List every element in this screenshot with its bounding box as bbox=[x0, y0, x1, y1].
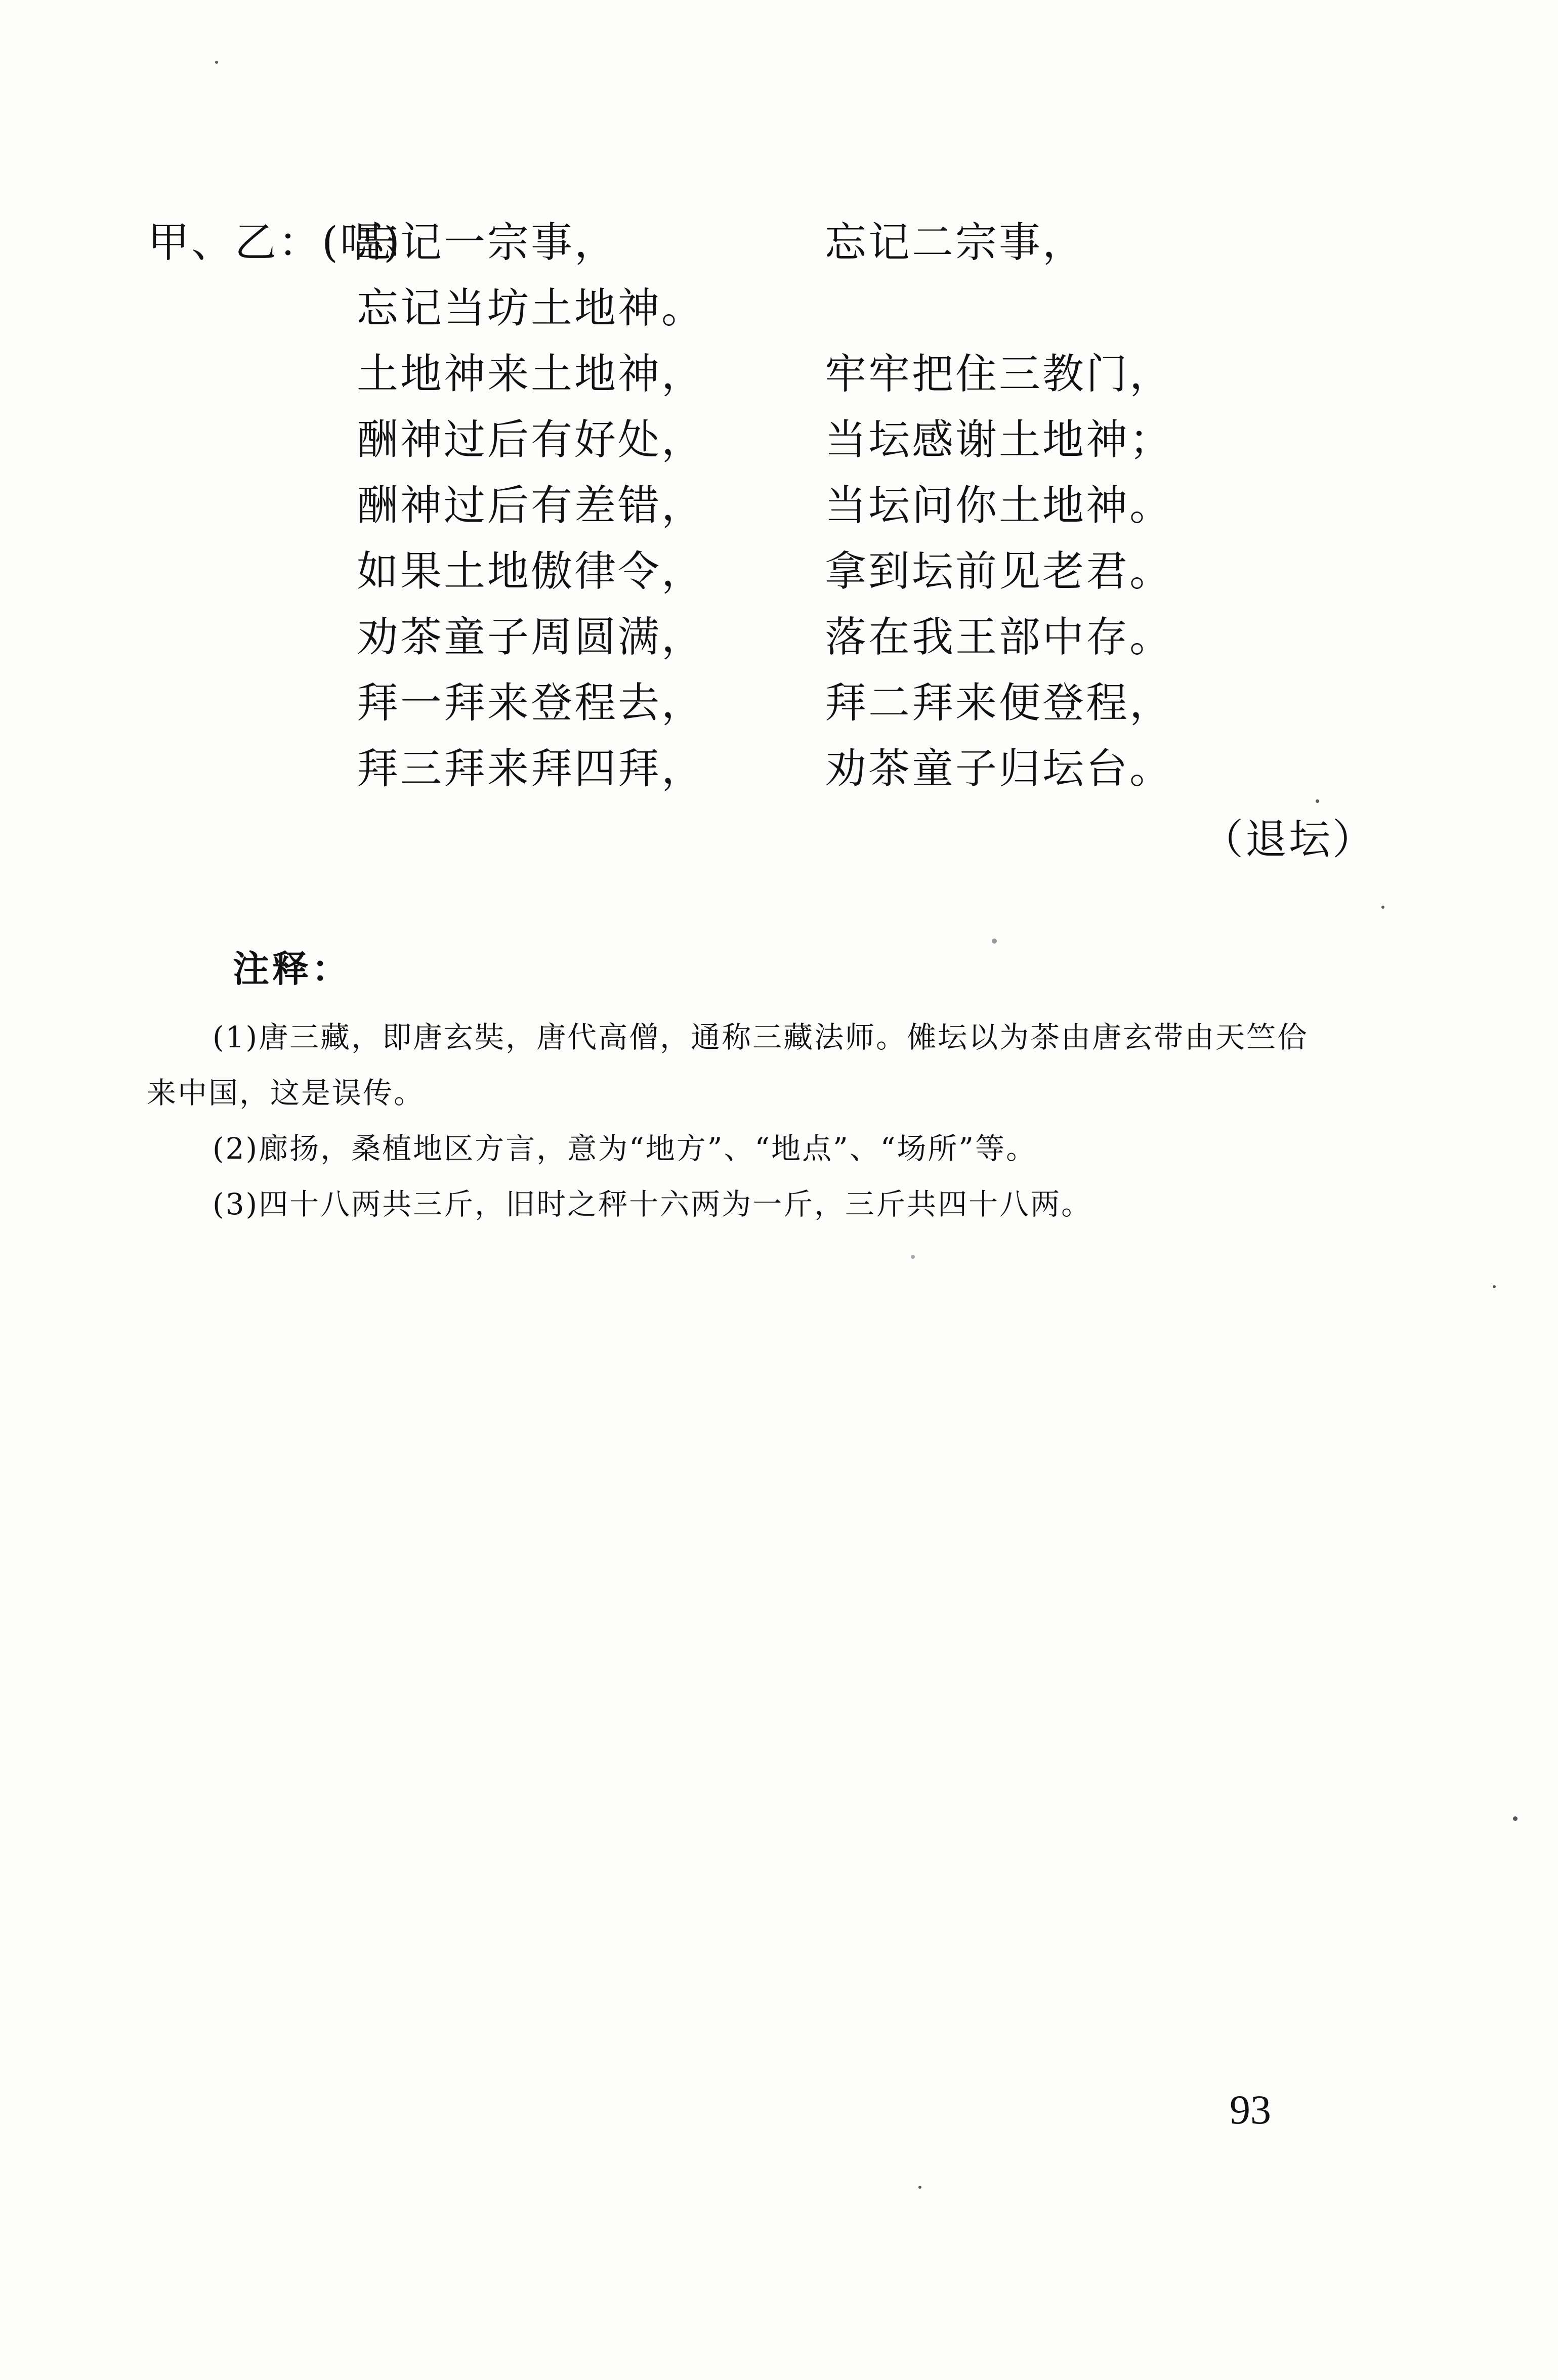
verse-line-a-8: 拜一拜来登程去， bbox=[357, 679, 705, 727]
verse-line-a-2: 忘记当坊土地神。 bbox=[357, 284, 705, 332]
scan-speck bbox=[992, 939, 997, 944]
verse-line-a-7: 劝茶童子周圆满， bbox=[357, 613, 705, 661]
verse-line-b-1: 忘记二宗事， bbox=[825, 219, 1086, 267]
scan-speck bbox=[918, 2186, 921, 2189]
note-3: (3)四十八两共三斤，旧时之秤十六两为一斤，三斤共四十八两。 bbox=[213, 1187, 1092, 1221]
scan-speck bbox=[911, 1255, 915, 1259]
scan-speck bbox=[1381, 906, 1384, 909]
verse-line-b-7: 落在我王部中存。 bbox=[825, 613, 1173, 661]
verse-line-b-9: 劝茶童子归坛台。 bbox=[825, 745, 1173, 793]
stage-direction: （退坛） bbox=[1202, 816, 1376, 864]
verse-line-a-6: 如果土地傲律令， bbox=[357, 547, 705, 596]
verse-line-a-3: 土地神来土地神， bbox=[357, 350, 705, 398]
verse-line-b-5: 当坛问你土地神。 bbox=[825, 482, 1173, 530]
verse-line-b-3: 牢牢把住三教门， bbox=[825, 350, 1173, 398]
verse-line-a-1: 忘记一宗事， bbox=[357, 219, 618, 267]
scan-speck bbox=[1513, 1816, 1518, 1821]
speaker-prefix: 甲、乙：(唱) bbox=[148, 219, 402, 267]
scan-speck bbox=[215, 61, 218, 64]
page-number: 93 bbox=[1230, 2087, 1271, 2133]
notes-heading: 注释： bbox=[233, 948, 352, 990]
note-1-continued: 来中国，这是误传。 bbox=[147, 1076, 425, 1110]
scan-speck bbox=[1316, 799, 1319, 803]
verse-line-b-4: 当坛感谢土地神； bbox=[825, 416, 1173, 464]
verse-line-a-4: 酬神过后有好处， bbox=[357, 416, 705, 464]
verse-line-b-6: 拿到坛前见老君。 bbox=[825, 547, 1173, 596]
verse-line-b-8: 拜二拜来便登程， bbox=[825, 679, 1173, 727]
verse-line-a-9: 拜三拜来拜四拜， bbox=[357, 745, 705, 793]
verse-line-a-5: 酬神过后有差错， bbox=[357, 482, 705, 530]
note-1: (1)唐三藏，即唐玄奘，唐代高僧，通称三藏法师。傩坛以为茶由唐玄带由天竺佮 bbox=[213, 1020, 1309, 1054]
note-2: (2)廊扬，桑植地区方言，意为“地方”、“地点”、“场所”等。 bbox=[213, 1131, 1037, 1166]
scan-speck bbox=[1493, 1285, 1496, 1288]
